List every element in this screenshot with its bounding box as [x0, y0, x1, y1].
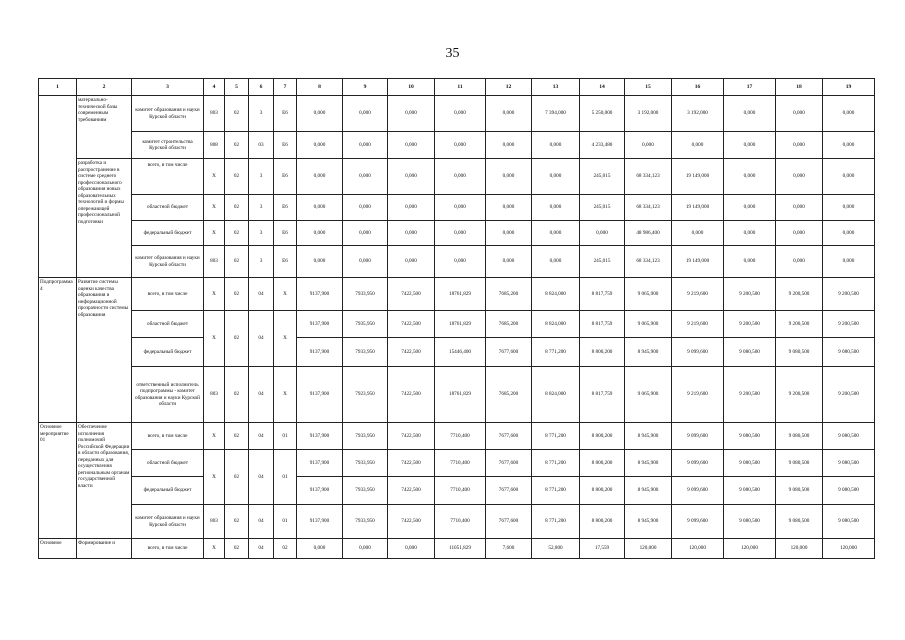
table-cell: 0,000	[823, 159, 875, 195]
table-cell: 9 200,500	[724, 367, 776, 423]
table-cell: 120,000	[776, 539, 823, 559]
table-cell: 0,000	[297, 246, 343, 278]
table-row	[39, 132, 875, 159]
table-cell: 15446,400	[435, 338, 486, 367]
table-cell: 7710,400	[435, 505, 486, 539]
executor-cell: комитет образования и науки Курской области	[132, 246, 204, 278]
table-cell: 7677,600	[486, 477, 532, 505]
table-cell: 7685,200	[486, 278, 532, 311]
table-cell: 9 065,900	[625, 367, 672, 423]
table-cell: 0,000	[776, 246, 823, 278]
table-cell: 9 080,500	[823, 477, 875, 505]
table-cell: 7933,950	[343, 450, 388, 477]
executor-cell: областной бюджет	[132, 311, 204, 338]
section-label-cell: Основное мероприятие 01	[39, 423, 77, 539]
table-cell: 0,000	[776, 159, 823, 195]
table-cell: 0,000	[297, 96, 343, 132]
table-cell: 9 065,900	[625, 278, 672, 311]
table-cell: 7422,500	[388, 367, 435, 423]
table-cell: 11051,829	[435, 539, 486, 559]
table-cell: 0,000	[724, 132, 776, 159]
table-cell: 8 824,000	[532, 278, 580, 311]
column-header: 7	[274, 79, 297, 96]
table-cell: 0,000	[776, 96, 823, 132]
table-cell: 02	[225, 450, 249, 505]
table-row	[39, 338, 875, 367]
table-cell: 48 986,400	[625, 221, 672, 246]
table-cell: 7422,500	[388, 278, 435, 311]
executor-cell: комитет образования и науки Курской области	[132, 505, 204, 539]
table-cell: Х	[204, 159, 225, 195]
table-cell: 803	[204, 96, 225, 132]
table-cell: 02	[274, 539, 297, 559]
table-cell: 8 771,200	[532, 505, 580, 539]
item-name-cell: Развитие системы оценки качества образования и информационной прозрачности системы образования	[77, 278, 132, 423]
table-cell: 0,000	[297, 159, 343, 195]
table-cell: 9 080,500	[776, 450, 823, 477]
table-cell: 0,000	[486, 132, 532, 159]
table-cell: 0,000	[297, 539, 343, 559]
table-cell: Х	[204, 450, 225, 505]
column-header: 17	[724, 79, 776, 96]
table-row	[39, 246, 875, 278]
table-cell: 0,000	[823, 132, 875, 159]
column-header: 1	[39, 79, 77, 96]
table-cell: 9 200,500	[724, 311, 776, 338]
table-cell: 02	[225, 423, 249, 450]
table-cell: 9 080,500	[724, 423, 776, 450]
table-row	[39, 477, 875, 505]
table-cell: 0,000	[343, 96, 388, 132]
column-header: 19	[823, 79, 875, 96]
table-cell: 02	[225, 311, 249, 367]
table-cell: 8 945,900	[625, 505, 672, 539]
table-cell: 9 219,600	[672, 367, 724, 423]
table-cell: 02	[225, 367, 249, 423]
table-cell: 0,000	[486, 159, 532, 195]
table-cell: 0,000	[343, 221, 388, 246]
executor-cell: всего, в том числе	[132, 159, 204, 195]
table-cell: 0,000	[435, 96, 486, 132]
table-cell: 9 080,500	[776, 477, 823, 505]
table-cell: 0,000	[823, 246, 875, 278]
table-cell: 0,000	[343, 132, 388, 159]
table-cell: 02	[225, 539, 249, 559]
table-cell: 8 771,200	[532, 338, 580, 367]
table-cell: 120,000	[823, 539, 875, 559]
table-cell: 0,000	[724, 221, 776, 246]
column-header: 5	[225, 79, 249, 96]
table-cell: 7422,500	[388, 311, 435, 338]
table-cell: 9 200,500	[823, 278, 875, 311]
table-cell: 0,000	[388, 132, 435, 159]
section-label-cell: Основное	[39, 539, 77, 559]
column-header: 8	[297, 79, 343, 96]
table-cell: 01	[274, 505, 297, 539]
executor-cell: федеральный бюджет	[132, 221, 204, 246]
table-cell: 9137,900	[297, 278, 343, 311]
column-header: 6	[249, 79, 274, 96]
table-cell: 9 099,600	[672, 423, 724, 450]
table-cell: 0,000	[435, 246, 486, 278]
table-cell: 0,000	[625, 132, 672, 159]
table-cell: 9 080,500	[776, 338, 823, 367]
table-cell: 0,000	[297, 221, 343, 246]
table-cell: 3 192,000	[672, 96, 724, 132]
table-cell: 8 800,200	[580, 423, 625, 450]
column-header: 9	[343, 79, 388, 96]
table-cell: 3	[249, 195, 274, 221]
table-cell: 803	[204, 246, 225, 278]
column-header: 15	[625, 79, 672, 96]
empty-cell	[39, 96, 77, 278]
table-cell: 7677,600	[486, 450, 532, 477]
item-name-cell: материально-технической базы современным требованиям	[77, 96, 132, 159]
table-cell: 0,000	[532, 159, 580, 195]
table-cell: 3 192,000	[625, 96, 672, 132]
table-cell: 9137,900	[297, 338, 343, 367]
table-cell: 0,000	[823, 221, 875, 246]
table-cell: 19 149,000	[672, 246, 724, 278]
table-cell: 3	[249, 96, 274, 132]
table-cell: 0,000	[776, 195, 823, 221]
budget-table	[38, 78, 875, 559]
table-cell: 0,000	[724, 246, 776, 278]
table-cell: 0,000	[776, 132, 823, 159]
table-cell: 02	[225, 132, 249, 159]
table-cell: 8 800,200	[580, 477, 625, 505]
executor-cell: федеральный бюджет	[132, 338, 204, 367]
table-cell: 808	[204, 132, 225, 159]
table-cell: 9 099,600	[672, 477, 724, 505]
table-cell: 8 800,200	[580, 450, 625, 477]
table-cell: 01	[274, 423, 297, 450]
table-row	[39, 221, 875, 246]
table-row	[39, 505, 875, 539]
table-cell: 8 824,000	[532, 311, 580, 338]
table-cell: Е6	[274, 96, 297, 132]
table-cell: 7422,500	[388, 505, 435, 539]
table-cell: 0,000	[580, 221, 625, 246]
table-cell: Е6	[274, 246, 297, 278]
column-header: 14	[580, 79, 625, 96]
table-cell: 7677,600	[486, 338, 532, 367]
table-cell: 7933,950	[343, 338, 388, 367]
table-row	[39, 539, 875, 559]
table-cell: 0,000	[724, 159, 776, 195]
table-cell: 9 080,500	[724, 477, 776, 505]
table-cell: 9 200,500	[724, 278, 776, 311]
table-cell: 0,000	[435, 159, 486, 195]
table-row	[39, 367, 875, 423]
table-cell: 8 817,759	[580, 367, 625, 423]
table-cell: 04	[249, 539, 274, 559]
column-header: 3	[132, 79, 204, 96]
table-cell: 0,000	[297, 132, 343, 159]
table-cell: 0,000	[343, 195, 388, 221]
table-cell: Е6	[274, 159, 297, 195]
table-cell: Х	[274, 278, 297, 311]
table-cell: 9 065,900	[625, 311, 672, 338]
table-cell: 0,000	[435, 195, 486, 221]
table-cell: 8 817,759	[580, 278, 625, 311]
table-cell: 9137,900	[297, 450, 343, 477]
table-cell: 9 200,500	[776, 367, 823, 423]
table-cell: 803	[204, 367, 225, 423]
table-cell: 9 099,600	[672, 450, 724, 477]
table-cell: 03	[249, 132, 274, 159]
table-cell: 0,000	[388, 221, 435, 246]
table-cell: 7710,400	[435, 450, 486, 477]
column-header: 11	[435, 79, 486, 96]
table-cell: 0,000	[776, 221, 823, 246]
table-row	[39, 195, 875, 221]
table-cell: 19 149,000	[672, 195, 724, 221]
table-cell: 7933,950	[343, 423, 388, 450]
column-header: 12	[486, 79, 532, 96]
table-row	[39, 96, 875, 132]
table-cell: 8 800,200	[580, 505, 625, 539]
table-cell: 7677,600	[486, 423, 532, 450]
table-cell: 0,000	[532, 246, 580, 278]
executor-cell: комитет строительства Курской области	[132, 132, 204, 159]
table-cell: 9 099,600	[672, 338, 724, 367]
table-cell: 8 771,200	[532, 423, 580, 450]
table-cell: Х	[204, 311, 225, 367]
table-cell: 0,000	[435, 132, 486, 159]
table-cell: 02	[225, 96, 249, 132]
table-cell: 7422,500	[388, 450, 435, 477]
table-cell: 52,800	[532, 539, 580, 559]
table-cell: 9 200,500	[776, 278, 823, 311]
table-cell: 120,000	[724, 539, 776, 559]
table-row	[39, 450, 875, 477]
table-cell: 9 200,500	[823, 311, 875, 338]
table-cell: 68 334,123	[625, 195, 672, 221]
table-cell: 9 080,500	[823, 450, 875, 477]
table-cell: Х	[274, 367, 297, 423]
table-cell: 7935,950	[343, 311, 388, 338]
table-cell: 8 800,200	[580, 338, 625, 367]
table-cell: 7923,950	[343, 367, 388, 423]
table-cell: 8 945,900	[625, 477, 672, 505]
table-cell: 9 219,600	[672, 278, 724, 311]
table-cell: 9 080,500	[776, 505, 823, 539]
table-cell: 7,600	[486, 539, 532, 559]
table-row	[39, 278, 875, 311]
table-cell: 8 817,759	[580, 311, 625, 338]
table-cell: 04	[249, 450, 274, 505]
table-cell: 3	[249, 221, 274, 246]
table-cell: 04	[249, 367, 274, 423]
table-cell: 0,000	[532, 132, 580, 159]
column-header: 4	[204, 79, 225, 96]
column-header: 2	[77, 79, 132, 96]
table-cell: 7422,500	[388, 338, 435, 367]
table-cell: Х	[204, 278, 225, 311]
table-row	[39, 311, 875, 338]
table-cell: 9 200,500	[776, 311, 823, 338]
table-cell: 02	[225, 159, 249, 195]
table-cell: 02	[225, 195, 249, 221]
table-cell: 9 080,500	[724, 450, 776, 477]
table-cell: 7933,950	[343, 477, 388, 505]
table-cell: 5 250,000	[580, 96, 625, 132]
section-label-cell: Подпрограмма 4	[39, 278, 77, 423]
table-cell: 0,000	[343, 159, 388, 195]
table-cell: Е6	[274, 132, 297, 159]
table-cell: 9 080,500	[823, 338, 875, 367]
table-cell: 9137,900	[297, 477, 343, 505]
table-cell: 9 080,500	[776, 423, 823, 450]
table-cell: 68 334,123	[625, 246, 672, 278]
column-header: 10	[388, 79, 435, 96]
table-cell: 17,559	[580, 539, 625, 559]
table-cell: Х	[204, 221, 225, 246]
table-cell: Х	[204, 539, 225, 559]
table-cell: 8 771,200	[532, 450, 580, 477]
table-cell: 0,000	[532, 195, 580, 221]
table-cell: 0,000	[388, 159, 435, 195]
table-cell: 0,000	[388, 246, 435, 278]
table-cell: Х	[274, 311, 297, 367]
table-cell: 0,000	[388, 539, 435, 559]
table-cell: 0,000	[486, 221, 532, 246]
table-cell: 7685,200	[486, 367, 532, 423]
table-cell: 8 945,900	[625, 450, 672, 477]
table-cell: 0,000	[724, 195, 776, 221]
column-header: 18	[776, 79, 823, 96]
table-cell: 120,000	[625, 539, 672, 559]
table-cell: 0,000	[823, 195, 875, 221]
table-cell: 8 945,900	[625, 338, 672, 367]
table-cell: 3	[249, 246, 274, 278]
executor-cell: областной бюджет	[132, 450, 204, 477]
table-cell: 0,000	[823, 96, 875, 132]
table-cell: 9 080,500	[724, 338, 776, 367]
table-cell: 9137,900	[297, 311, 343, 338]
table-cell: 9 219,600	[672, 311, 724, 338]
executor-cell: федеральный бюджет	[132, 477, 204, 505]
table-cell: 245,015	[580, 246, 625, 278]
executor-cell: комитет образования и науки Курской области	[132, 96, 204, 132]
table-cell: 0,000	[486, 195, 532, 221]
table-cell: 9 099,600	[672, 505, 724, 539]
table-cell: Х	[204, 423, 225, 450]
table-cell: 0,000	[343, 539, 388, 559]
table-cell: 9 080,500	[823, 423, 875, 450]
table-cell: 0,000	[672, 221, 724, 246]
table-cell: Х	[204, 195, 225, 221]
table-cell: 04	[249, 423, 274, 450]
header-row	[39, 79, 875, 96]
table-cell: 803	[204, 505, 225, 539]
table-cell: 02	[225, 246, 249, 278]
item-name-cell: разработка и распространение в системе среднего профессионального образования новых образовательных технологий и формы опережающей профессиональной подготовки	[77, 159, 132, 278]
table-cell: 7422,500	[388, 423, 435, 450]
item-name-cell: Обеспечение исполнения полномочий Российской Федерации в области образования, переданных для осуществления региональным органам государственной власти	[77, 423, 132, 539]
table-cell: 02	[225, 221, 249, 246]
table-cell: 7 394,000	[532, 96, 580, 132]
table-cell: 0,000	[388, 195, 435, 221]
table-cell: 8 945,900	[625, 423, 672, 450]
table-cell: 04	[249, 278, 274, 311]
table-row	[39, 159, 875, 195]
executor-cell: всего, в том числе	[132, 539, 204, 559]
table-cell: 7422,500	[388, 477, 435, 505]
table-cell: 9 200,500	[823, 367, 875, 423]
table-cell: 02	[225, 505, 249, 539]
table-cell: 0,000	[388, 96, 435, 132]
item-name-cell: Формирование и	[77, 539, 132, 559]
table-cell: 7710,400	[435, 477, 486, 505]
table-cell: 9137,900	[297, 367, 343, 423]
table-cell: 3	[249, 159, 274, 195]
table-cell: 02	[225, 278, 249, 311]
column-header: 13	[532, 79, 580, 96]
table-cell: 120,000	[672, 539, 724, 559]
table-cell: 18761,829	[435, 278, 486, 311]
table-cell: 0,000	[486, 96, 532, 132]
table-cell: 0,000	[672, 132, 724, 159]
table-cell: 68 334,123	[625, 159, 672, 195]
executor-cell: всего, в том числе	[132, 423, 204, 450]
table-cell: 0,000	[724, 96, 776, 132]
executor-cell: всего, в том числе	[132, 278, 204, 311]
table-cell: 9137,900	[297, 423, 343, 450]
table-cell: 7933,950	[343, 278, 388, 311]
page-number: 35	[445, 46, 460, 61]
table-cell: 7710,400	[435, 423, 486, 450]
table-cell: 8 771,200	[532, 477, 580, 505]
table-cell: 8 824,000	[532, 367, 580, 423]
table-cell: 9 080,500	[823, 505, 875, 539]
table-row	[39, 423, 875, 450]
table-cell: 9 080,500	[724, 505, 776, 539]
table-cell: 7933,950	[343, 505, 388, 539]
column-header: 16	[672, 79, 724, 96]
table-cell: 245,015	[580, 195, 625, 221]
table-cell: 01	[274, 450, 297, 505]
table-cell: 9137,900	[297, 505, 343, 539]
table-cell: 0,000	[435, 221, 486, 246]
table-cell: 18761,829	[435, 311, 486, 338]
table-cell: 04	[249, 505, 274, 539]
table-cell: 0,000	[343, 246, 388, 278]
table-cell: 04	[249, 311, 274, 367]
table-cell: 245,015	[580, 159, 625, 195]
table-cell: Е6	[274, 195, 297, 221]
executor-cell: ответственный исполнитель подпрограммы - комитет образования и науки Курской области	[132, 367, 204, 423]
executor-cell: областной бюджет	[132, 195, 204, 221]
table-cell: 7677,600	[486, 505, 532, 539]
table-cell: 0,000	[532, 221, 580, 246]
table-cell: 0,000	[486, 246, 532, 278]
table-cell: 7685,200	[486, 311, 532, 338]
table-cell: Е6	[274, 221, 297, 246]
table-cell: 0,000	[297, 195, 343, 221]
table-cell: 4 233,480	[580, 132, 625, 159]
table-cell: 19 149,000	[672, 159, 724, 195]
table-cell: 18761,829	[435, 367, 486, 423]
